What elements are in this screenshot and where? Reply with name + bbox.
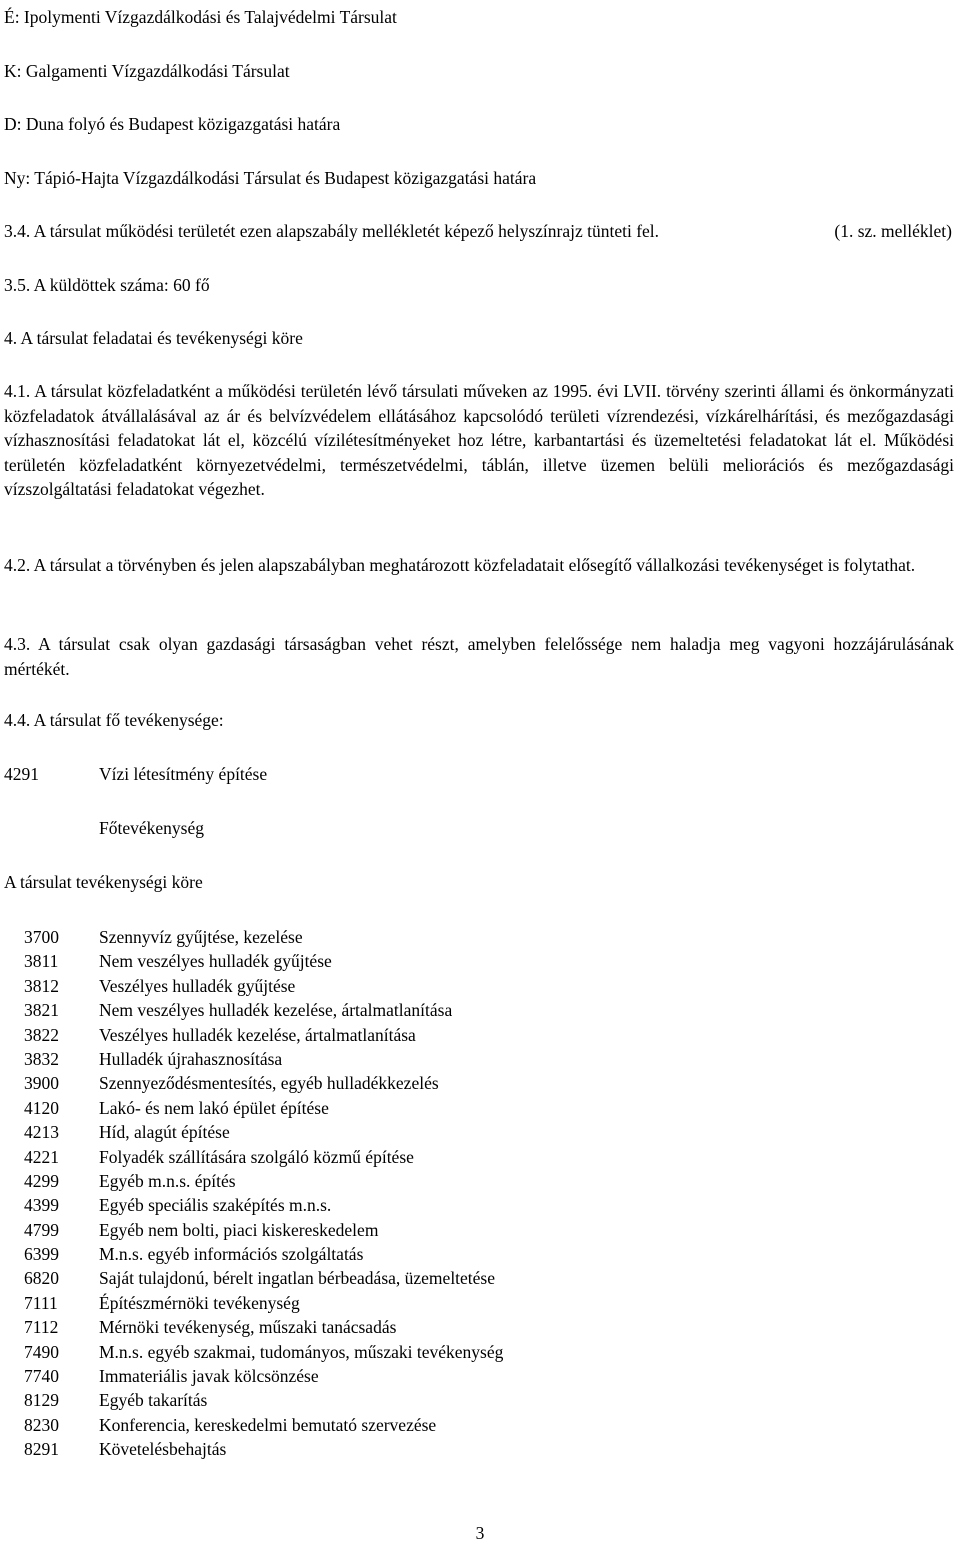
activity-code: 6820 <box>24 1268 59 1289</box>
activity-row <box>24 1169 924 1193</box>
section-4-1-paragraph: 4.1. A társulat közfeladatként a működési területén lévő társulati műveken az 1995. évi LVII. törvény szerinti állami és önkormányzati közfeladatok átvállalásával az ár és belvízvédelem ellátásához kapcsolódó területi vízrendezési, vízkárelhárítási, és mezőgazdasági vízhasznosítási feladatokat lát el, közcélú vízilétesítményeket hoz létre, karbantartási és üzemeltetési feladatokat lát el. Működési területén közfeladatként környezetvédelmi, természetvédelmi, táblán, illetve üzemen belüli meliorációs és mezőgazdasági vízszolgáltatási feladatokat végezhet. <box>4 381 954 499</box>
activity-label: M.n.s. egyéb információs szolgáltatás <box>99 1244 364 1265</box>
activity-row <box>24 1071 924 1095</box>
activity-row <box>24 1120 924 1144</box>
activity-label: M.n.s. egyéb szakmai, tudományos, műszaki tevékenység <box>99 1341 504 1362</box>
activity-code: 4299 <box>24 1170 59 1191</box>
activity-label: Szennyvíz gyűjtése, kezelése <box>99 927 303 947</box>
activity-code: 8291 <box>24 1439 59 1460</box>
activity-code: 3811 <box>24 951 59 972</box>
main-activity-label: Vízi létesítmény építése <box>99 764 268 784</box>
activity-label: Híd, alagút építése <box>99 1122 230 1143</box>
activity-code: 8230 <box>24 1414 59 1435</box>
border-east: É: Ipolymenti Vízgazdálkodási és Talajvédelmi Társulat <box>4 7 397 27</box>
activity-label: Nem veszélyes hulladék kezelése, ártalmatlanítása <box>99 1000 453 1021</box>
page-number: 3 <box>475 1523 485 1543</box>
section-4-2-paragraph: 4.2. A társulat a törvényben és jelen alapszabályban meghatározott közfeladatait elősegítő vállalkozási tevékenységet is folytathat. <box>4 555 916 575</box>
main-activity <box>4 763 267 785</box>
activity-code: 3900 <box>24 1073 59 1094</box>
border-south: D: Duna folyó és Budapest közigazgatási határa <box>4 114 341 134</box>
border-west: Ny: Tápió-Hajta Vízgazdálkodási Társulat és Budapest közigazgatási határa <box>4 168 537 188</box>
activity-code: 7112 <box>24 1317 59 1338</box>
activities-heading: A társulat tevékenységi köre <box>4 872 203 892</box>
activity-row <box>24 1145 924 1169</box>
activity-code: 7490 <box>24 1341 59 1362</box>
activity-label: Immateriális javak kölcsönzése <box>99 1366 319 1387</box>
activity-label: Folyadék szállítására szolgáló közmű építése <box>99 1146 414 1167</box>
activity-label: Egyéb nem bolti, piaci kiskereskedelem <box>99 1219 379 1240</box>
activity-row <box>24 1242 924 1266</box>
activity-label: Egyéb speciális szaképítés m.n.s. <box>99 1195 332 1216</box>
activity-row <box>24 1023 924 1047</box>
activity-code: 4120 <box>24 1097 59 1118</box>
activity-row <box>24 998 924 1022</box>
activity-label: Hulladék újrahasznosítása <box>99 1048 283 1069</box>
activity-label: Szennyeződésmentesítés, egyéb hulladékkezelés <box>99 1073 439 1094</box>
annex-reference: (1. sz. melléklet) <box>834 221 952 241</box>
activity-label: Veszélyes hulladék kezelése, ártalmatlanítása <box>99 1024 416 1045</box>
activity-code: 3812 <box>24 975 59 996</box>
activity-row <box>24 1047 924 1071</box>
activity-row <box>24 1364 924 1388</box>
section-4-heading: 4. A társulat feladatai és tevékenységi köre <box>4 328 303 348</box>
activity-label: Egyéb m.n.s. építés <box>99 1170 236 1191</box>
activity-code: 4213 <box>24 1122 59 1143</box>
section-3-5: 3.5. A küldöttek száma: 60 fő <box>4 275 210 295</box>
activity-code: 7740 <box>24 1366 59 1387</box>
activity-label: Saját tulajdonú, bérelt ingatlan bérbeadása, üzemeltetése <box>99 1268 496 1289</box>
activity-row <box>24 925 924 949</box>
activity-code: 3821 <box>24 1000 59 1021</box>
activity-label: Építészmérnöki tevékenység <box>99 1292 300 1313</box>
activity-row <box>24 1096 924 1120</box>
activity-code: 7111 <box>24 1292 58 1313</box>
activity-row <box>24 974 924 998</box>
activity-label: Nem veszélyes hulladék gyűjtése <box>99 951 332 972</box>
activity-code: 4399 <box>24 1195 59 1216</box>
activity-code: 4221 <box>24 1146 59 1167</box>
activity-row <box>24 1437 924 1461</box>
border-north: K: Galgamenti Vízgazdálkodási Társulat <box>4 61 290 81</box>
section-4-4-heading: 4.4. A társulat fő tevékenysége: <box>4 710 224 730</box>
activity-code: 4799 <box>24 1219 59 1240</box>
section-4-3-paragraph: 4.3. A társulat csak olyan gazdasági társaságban vehet részt, amelyben felelőssége nem haladja meg vagyoni hozzájárulásának mértékét. <box>4 634 954 679</box>
activity-row <box>24 1315 924 1339</box>
activity-row <box>24 1218 924 1242</box>
activity-code: 3700 <box>24 927 59 947</box>
activity-row <box>24 1340 924 1364</box>
activity-code: 8129 <box>24 1390 59 1411</box>
activity-code: 6399 <box>24 1244 59 1265</box>
activity-row <box>24 949 924 973</box>
section-3-4-text: 3.4. A társulat működési területét ezen alapszabály mellékletét képező helyszínrajz tünteti fel. <box>4 221 660 241</box>
activity-row <box>24 1193 924 1217</box>
activity-list <box>24 925 924 1462</box>
activity-row <box>24 1291 924 1315</box>
activity-label: Követelésbehajtás <box>99 1439 227 1460</box>
activity-row <box>24 1413 924 1437</box>
activity-label: Mérnöki tevékenység, műszaki tanácsadás <box>99 1317 397 1338</box>
activity-row <box>24 1388 924 1412</box>
activity-label: Lakó- és nem lakó épület építése <box>99 1097 329 1118</box>
activity-code: 3822 <box>24 1024 59 1045</box>
activity-label: Egyéb takarítás <box>99 1390 208 1411</box>
activity-label: Veszélyes hulladék gyűjtése <box>99 975 296 996</box>
activity-label: Konferencia, kereskedelmi bemutató szervezése <box>99 1414 437 1435</box>
activity-row <box>24 1266 924 1290</box>
activity-code: 3832 <box>24 1048 59 1069</box>
main-activity-note: Főtevékenység <box>99 818 204 838</box>
main-activity-code: 4291 <box>4 764 39 784</box>
